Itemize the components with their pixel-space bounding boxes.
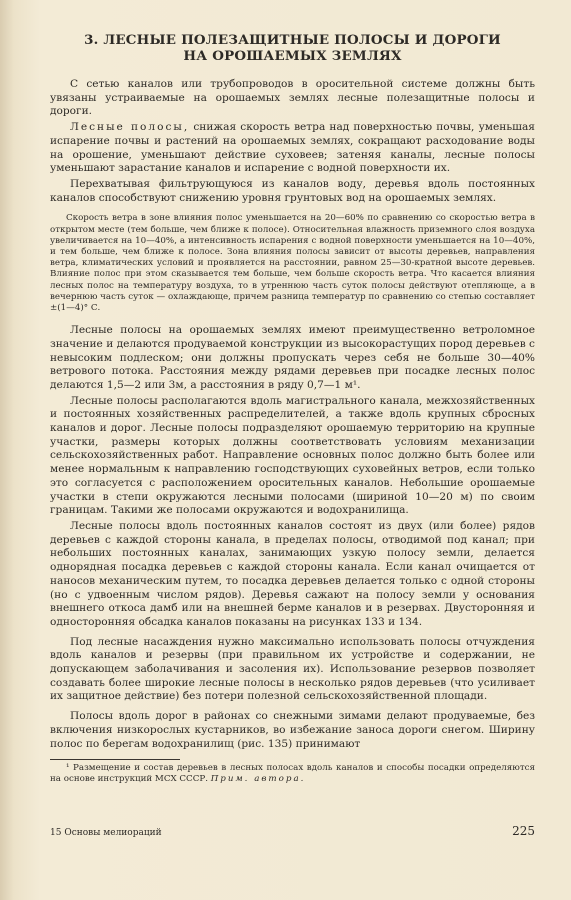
paragraph-forest-strips-text: снижая скорость ветра над поверхностью почвы, уменьшая испарение почвы и растений на орошаемых землях, сокращают расходование воды на орошение, уменьшают действие суховеев; затеняя каналы, лесные полосы уменьшают зарастание каналов и испарение с водной поверхности их. xyxy=(50,121,535,175)
footnote-text: ¹ Размещение и состав деревьев в лесных полосах вдоль каналов и способы посадки определяются на основе инструкций МСХ СССР. xyxy=(50,763,535,785)
page-number: 225 xyxy=(512,824,535,838)
small-print-note: Скорость ветра в зоне влияния полос уменьшается на 20—60% по сравнению со скоростью ветра в открытом месте (тем больше, чем ближе к полосе). Относительная влажность приземного слоя воздуха увеличивается на 10—40%, а интенсивность испарения с водной поверхности уменьшается на 10—40%, и тем больше, чем ближе к полосе. Зона влияния полосы зависит от высоты деревьев, направления ветра, климатических условий и проявляется на расстоянии, равном 25—30-кратной высоте деревьев. Влияние полос при этом сказывается тем больше, чем больше скорость ветра. Что касается влияния лесных полос на температуру воздуха, то в утреннюю часть суток полосы действуют отепляюще, а в вечернюю часть суток — охлаждающе, причем разница температур по сравнению со степью составляет ±(1—4)° С. xyxy=(50,213,535,313)
page-footer xyxy=(50,824,535,838)
paragraph-forest-strips xyxy=(50,121,535,176)
heading-line-2: НА ОРОШАЕМЫХ ЗЕМЛЯХ xyxy=(183,48,402,64)
paragraph-canal-strips: Лесные полосы вдоль постоянных каналов состоят из двух (или более) рядов деревьев с каждой стороны канала, в пределах полосы, отводимой под канал; при небольших постоянных каналах, занимающих узкую полосу земли, делается однорядная посадка деревьев с каждой стороны канала. Если канал очищается от наносов механическим путем, то посадка деревьев делается только с одной стороны (но с удвоенным числом рядов). Деревья сажают на полосу земли у основания внешнего откоса дамб или на внешней берме каналов и в резервах. Двусторонняя и односторонняя обсадка каналов показаны на рисунках 133 и 134. xyxy=(50,520,535,628)
paragraph-roads: Полосы вдоль дорог в районах со снежными зимами делают продуваемые, без включения низкорослых кустарников, во избежание заноса дороги снегом. Ширину полос по берегам водохранилищ (рис. 135) принимают xyxy=(50,710,535,750)
paragraph-plantings: Под лесные насаждения нужно максимально использовать полосы отчуждения вдоль каналов и резервы (при правильном их устройстве и содержании, не допускающем заболачивания и засоления их). Использование резервов позволяет создавать более широкие лесные полосы в несколько рядов деревьев (что усиливает их защитное действие) без потери полезной сельскохозяйственной площади. xyxy=(50,635,535,703)
paragraph-placement: Лесные полосы располагаются вдоль магистрального канала, межхозяйственных и постоянных хозяйственных распределителей, а также вдоль крупных сбросных каналов и дорог. Лесные полосы подразделяют орошаемую территорию на крупные участки, размеры которых должны соответствовать условиям механизации сельскохозяйственных работ. Направление основных полос должно быть более или менее нормальным к направлению господствующих суховейных ветров, если только это согласуется с расположением оросительных каналов. Небольшие орошаемые участки в степи окружаются лесными полосами (шириной 10—20 м) по своим границам. Такими же полосами окружаются и водохранилища. xyxy=(50,394,535,517)
signature-mark: 15 Основы мелиораций xyxy=(50,828,162,838)
footnote-author-note: Прим. автора. xyxy=(210,774,306,785)
footnote xyxy=(50,763,535,785)
paragraph-windbreak: Лесные полосы на орошаемых землях имеют преимущественно ветроломное значение и делаются продуваемой конструкции из высокорастущих пород деревьев с невысоким подлеском; они должны пропускать через себя не больше 30—40% ветрового потока. Расстояния между рядами деревьев при посадке лесных полос делаются 1,5—2 или 3м, а расстояния в ряду 0,7—1 м¹. xyxy=(50,324,535,391)
paragraph-intro: С сетью каналов или трубопроводов в оросительной системе должны быть увязаны устраиваемые на орошаемых землях лесные полезащитные полосы и дороги. xyxy=(50,78,535,118)
section-heading xyxy=(50,32,535,64)
spaced-term: Лесные полосы, xyxy=(70,121,190,134)
paragraph-groundwater: Перехватывая фильтрующуюся из каналов воду, деревья вдоль постоянных каналов способствуют снижению уровня грунтовых вод на орошаемых землях. xyxy=(50,177,535,204)
footnote-divider xyxy=(50,759,180,760)
heading-line-1: 3. ЛЕСНЫЕ ПОЛЕЗАЩИТНЫЕ ПОЛОСЫ И ДОРОГИ xyxy=(84,32,501,48)
